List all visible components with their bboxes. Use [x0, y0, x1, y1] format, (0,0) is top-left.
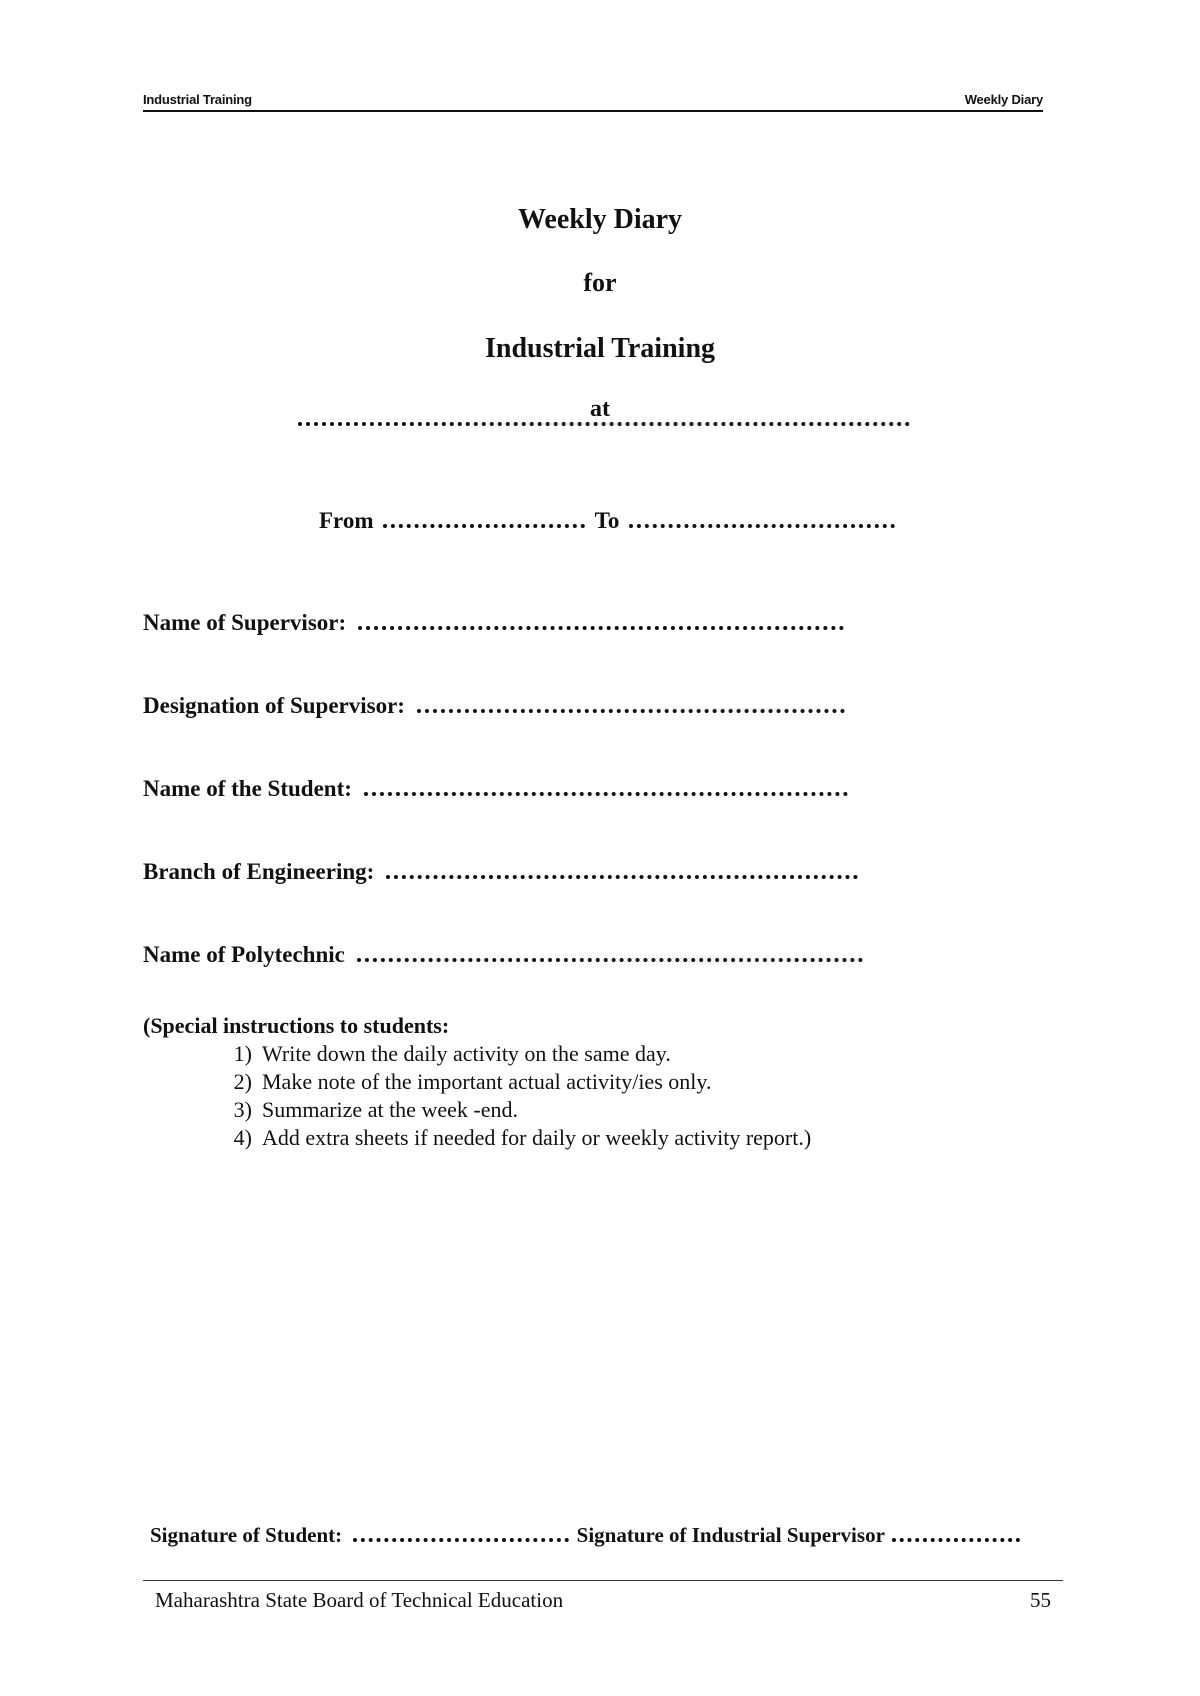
- training-period: [319, 508, 899, 534]
- footer-rule: [143, 1580, 1063, 1581]
- from-label: From: [319, 508, 374, 533]
- instructions-list: [210, 1040, 811, 1152]
- running-header: [143, 88, 1043, 112]
- branch-field: [143, 859, 862, 885]
- from-date-blank[interactable]: [383, 524, 585, 528]
- branch-blank[interactable]: [386, 875, 858, 879]
- to-label: To: [594, 508, 620, 533]
- supervisor-designation-field: [143, 693, 849, 719]
- diary-subtitle: Industrial Training: [484, 333, 716, 364]
- branch-label: Branch of Engineering:: [143, 859, 375, 884]
- to-date-blank[interactable]: [629, 524, 895, 528]
- company-name-blank[interactable]: [298, 422, 910, 426]
- student-signature-label: Signature of Student:: [150, 1523, 343, 1547]
- header-right-title: Weekly Diary: [964, 92, 1043, 107]
- supervisor-name-label: Name of Supervisor:: [143, 610, 347, 635]
- diary-title-at: at: [590, 396, 610, 422]
- student-name-blank[interactable]: [364, 792, 848, 796]
- instruction-item: 4) Add extra sheets if needed for daily or weekly activity report.): [233, 1125, 812, 1150]
- polytechnic-field: [143, 942, 867, 968]
- supervisor-designation-label: Designation of Supervisor:: [143, 693, 405, 718]
- polytechnic-blank[interactable]: [357, 958, 863, 962]
- signature-line: [150, 1523, 1024, 1548]
- diary-title: Weekly Diary: [517, 204, 683, 235]
- instruction-item: 3) Summarize at the week -end.: [233, 1097, 518, 1122]
- footer-board-name: Maharashtra State Board of Technical Education: [155, 1588, 564, 1612]
- student-signature-blank[interactable]: [353, 1538, 569, 1542]
- instructions-title: (Special instructions to students:: [143, 1013, 450, 1038]
- polytechnic-label: Name of Polytechnic: [143, 942, 345, 967]
- student-name-field: [143, 776, 852, 802]
- page-number: 55: [1030, 1588, 1051, 1612]
- instruction-item: 2) Make note of the important actual activity/ies only.: [233, 1069, 712, 1094]
- supervisor-name-blank[interactable]: [358, 626, 844, 630]
- supervisor-signature-label: Signature of Industrial Supervisor: [576, 1523, 885, 1547]
- header-rule: [143, 110, 1043, 112]
- student-name-label: Name of the Student:: [143, 776, 352, 801]
- supervisor-designation-blank[interactable]: [417, 709, 845, 713]
- instruction-item: 1) Write down the daily activity on the same day.: [233, 1041, 671, 1066]
- header-left-title: Industrial Training: [143, 92, 252, 107]
- supervisor-signature-blank[interactable]: [892, 1538, 1020, 1542]
- diary-title-for: for: [583, 268, 617, 297]
- supervisor-name-field: [143, 610, 848, 636]
